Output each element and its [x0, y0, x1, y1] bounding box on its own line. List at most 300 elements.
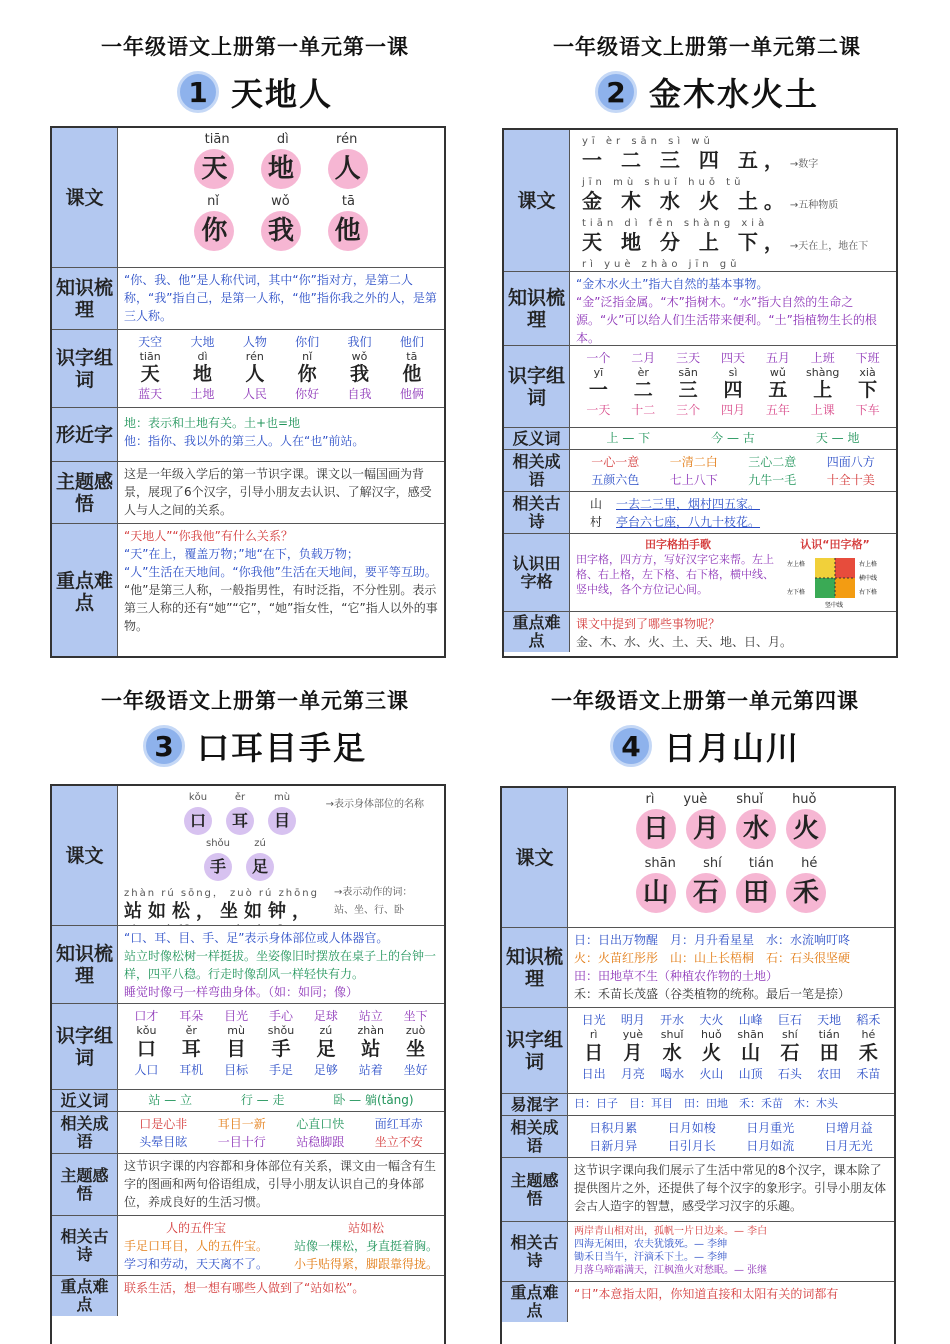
text-p4-sz_ch-3: 火 [701, 1042, 721, 1064]
text-p2-gushi-1: 亭台六七座，八九十枝花。 [616, 515, 761, 529]
word: 天空 [138, 335, 163, 349]
container [124, 333, 438, 351]
text-p4-kw_ch1-0: 日 [636, 809, 676, 849]
text-p3-sz_bot-3: 手足 [268, 1063, 293, 1077]
py: wǒ [351, 350, 368, 363]
zhongdian-content [118, 524, 444, 658]
row-gushi [504, 492, 896, 534]
text-p2-sz_top-0: 一个 [586, 351, 611, 365]
lesson-1-panel [50, 32, 460, 633]
text-p2-sz_ch-2: 三 [678, 379, 698, 401]
label-chengyu: 相关成语 [52, 1112, 118, 1153]
text-p4-zhishi-3: 禾：禾苗长茂盛（谷类植物的统称。最后一笔是捺） [574, 987, 851, 1001]
text-p4-kw_ch2-2: 田 [736, 873, 776, 913]
text-p2-gushi_l-1: 村 [589, 515, 602, 529]
tzg-label: 左上格 [787, 561, 806, 568]
text-p2-rs: 田字格，四方方，写好汉字它来帮。左上格、右上格，左下格、右下格，横中线、竖中线，各个方位记心间。 [576, 553, 774, 596]
text-p2-chengyu-7: 十全十美 [826, 473, 875, 487]
text-p4-sz_top-1: 明月 [620, 1013, 645, 1027]
tzg-cell-br [835, 578, 855, 598]
container [204, 835, 232, 881]
text-p4-chengyu-3: 日增月益 [824, 1121, 873, 1135]
text-p2-chengyu-6: 九牛一毛 [748, 473, 797, 487]
container [268, 789, 296, 835]
text-p4-sz_bot-2: 喝水 [660, 1067, 685, 1081]
text-p4-chengyu-7: 日月无光 [824, 1139, 873, 1153]
gushi-content [118, 1216, 444, 1275]
text-p2-sz_top-1: 二月 [631, 351, 656, 365]
text-p2-sz_bot-1: 十二 [631, 403, 656, 417]
text-p3-sz_py-0: kǒu [136, 1024, 157, 1037]
char: 人 [245, 363, 265, 385]
row-kewen [502, 788, 894, 928]
text-p4-sz_top-7: 稻禾 [856, 1013, 881, 1027]
label-renshi: 认识田字格 [504, 534, 570, 611]
zhuti-text: 这节识字课的内容都和身体部位有关系，课文由一幅含有生字的图画和两句俗语组成，引导小朋友认识自己的身体部位，养成良好的生活习惯。 [124, 1159, 437, 1209]
label-shizi: 识字组词 [504, 346, 570, 427]
label-gushi: 相关古诗 [504, 492, 570, 533]
text-p2-chengyu-2: 三心二意 [748, 455, 797, 469]
text-p2-sz_py-5: shàng [806, 366, 840, 379]
text-p2-sz_ch-3: 四 [723, 379, 743, 401]
container [246, 835, 274, 881]
row-jinyi [52, 1090, 444, 1112]
lesson-3-super-title: 一年级语文上册第一单元第三课 [101, 689, 409, 713]
text-p3-zhishi-2: 睡觉时像弓一样弯曲身体。（如：如同；像） [124, 985, 359, 999]
text-p2-sz_bot-0: 一天 [586, 403, 611, 417]
chengyu-content [118, 1112, 444, 1153]
container [124, 1037, 438, 1061]
text-p3-kw_a-0: 口 [184, 807, 212, 835]
text-p2-sz_bot-5: 上课 [810, 403, 835, 417]
py: rén [245, 350, 264, 363]
char: 他 [328, 211, 368, 251]
text-p3-sz_top-3: 手心 [268, 1009, 293, 1023]
char: 他 [402, 363, 422, 385]
row-renshi [504, 534, 896, 612]
text-p2-chengyu-4: 五颜六色 [591, 473, 640, 487]
text-p2-kw_lines-2-note: →天在上，地在下 [789, 241, 869, 252]
label-zhongdian: 重点难点 [52, 524, 118, 658]
text-p3-sz_bot-5: 站着 [358, 1063, 383, 1077]
row-zhongdian [504, 612, 896, 652]
text-p4-sz_py-4: shān [737, 1028, 764, 1041]
text-p3-sz_bot-1: 耳机 [179, 1063, 204, 1077]
text-p4-sz_ch-6: 田 [819, 1042, 839, 1064]
text-p2-gushi-0: 一去二三里，烟村四五家。 [616, 497, 761, 511]
zhishi-line: “金”泛指金属。“木”指树木。“水”指大自然的生命之源。“火”可以给人们生活带来便利。“土”指植物生长的根本。 [576, 295, 877, 345]
container [631, 809, 831, 849]
lesson-4-panel [500, 686, 910, 1320]
yihun-content: 日：日子 目：耳目 田：田地 禾：禾苗 木：木头 [574, 1097, 838, 1110]
text-p3-sz_top-6: 坐下 [403, 1009, 428, 1023]
text-p4-kw_py1-0: rì [645, 792, 655, 807]
text-p3-sz_ch-2: 目 [226, 1038, 246, 1060]
text-p4-gushi-1: 四海无闲田，农夫犹饿死。— 李绅 [574, 1239, 728, 1250]
text-p2-sz_bot-4: 五年 [765, 403, 790, 417]
container [780, 537, 890, 608]
chengyu-content [568, 1116, 894, 1157]
text-p4-gushi-3: 月落乌啼霜满天，江枫渔火对愁眠。— 张继 [574, 1265, 768, 1276]
text-p2-kw_lines-1-py: jīn mù shuǐ huǒ tǔ [582, 177, 745, 188]
lesson-4-title-text: 日月山川 [663, 729, 800, 767]
lesson-4-number: 4 [610, 725, 652, 767]
row-kewen [52, 786, 444, 926]
text-p2-sz_top-6: 下班 [855, 351, 880, 365]
text-p4-sz_bot-7: 禾苗 [856, 1067, 881, 1081]
word: 人物 [242, 335, 267, 349]
text-p2-sz_bot-3: 四月 [720, 403, 745, 417]
row-zhuti [52, 1154, 444, 1216]
text-p4-sz_top-5: 巨石 [777, 1013, 802, 1027]
container [124, 1219, 268, 1272]
lesson-4-table [500, 786, 896, 1344]
text-p3-jinyi-0: 站 — 立 [148, 1093, 193, 1107]
row-zhishi [52, 926, 444, 1004]
row-shizi [52, 1004, 444, 1090]
text-p2-rs_title1: 田字格拍手歌 [645, 538, 711, 551]
text-p3-sz_ch-4: 足 [316, 1038, 336, 1060]
row-shizi [502, 1008, 894, 1094]
container [124, 363, 438, 385]
text-p3-sz_py-2: mù [227, 1024, 245, 1037]
text-p3-kw_b-1-py [124, 921, 438, 925]
text-p3-kw_note2: →表示动作的词：站、坐、行、卧 [334, 887, 413, 916]
text-p2-kw_lines-3-py: rì yuè zhào jīn gǔ [582, 259, 741, 270]
py: tā [406, 350, 418, 363]
container [181, 211, 381, 251]
tzg-label: 右下格 [859, 589, 878, 596]
text-p3-chengyu-7: 坐立不安 [374, 1135, 423, 1149]
text-p2-zd-0: 课文中提到了哪些事物呢？ [576, 617, 721, 631]
container [576, 379, 890, 401]
lesson-3-panel [50, 686, 460, 1314]
label-chengyu: 相关成语 [504, 450, 570, 491]
label-gushi: 相关古诗 [502, 1222, 568, 1281]
zhongdian-text: 联系生活，想一想有哪些人做到了“站如松”。 [124, 1281, 365, 1295]
text-p4-kw_ch2-1: 石 [686, 873, 726, 913]
char: 人 [328, 149, 368, 189]
zhuti-text: 这是一年级入学后的第一节识字课。课文以一幅国画为背景，展现了6个汉字，引导小朋友去认识、了解汉字，感受人与人之间的关系。 [124, 467, 432, 517]
zhuti-text: 这节识字课向我们展示了生活中常见的8个汉字，课本除了提供图片之外，还提供了每个汉字的象形字。引导小朋友体会古人造字的智慧，感受学习汉字的乐趣。 [574, 1163, 887, 1213]
text-p3-sz_bot-0: 人口 [134, 1063, 159, 1077]
text-p3-kw_b-0-py: zhàn rú sōng， zuò rú zhōng [124, 888, 319, 899]
text-p2-sz_ch-1: 二 [633, 379, 653, 401]
lesson-3-title-text: 口耳目手足 [196, 729, 367, 767]
label-zhuti: 主题感悟 [52, 1154, 118, 1215]
text-p2-sz_top-3: 四天 [720, 351, 745, 365]
text-p3-gs2-1: 小手贴得紧，脚跟靠得拢。 [293, 1257, 438, 1271]
lesson-2-super-title: 一年级语文上册第一单元第二课 [553, 35, 861, 59]
text-p4-sz_bot-1: 月亮 [620, 1067, 645, 1081]
text-p3-kw_a_py-3: shǒu [205, 838, 230, 849]
text-p4-sz_top-0: 日光 [581, 1013, 606, 1027]
lesson-4-title [500, 716, 910, 776]
row-fanyi [504, 428, 896, 450]
row-chengyu [52, 1112, 444, 1154]
char: 地 [192, 363, 212, 385]
container [576, 401, 890, 419]
text-p2-fanyi-1: 今 — 古 [711, 431, 755, 445]
container [631, 855, 831, 873]
container [574, 1029, 888, 1041]
label-yihun: 易混字 [502, 1094, 568, 1115]
row-zhuti [52, 462, 444, 524]
tianzige-diagram [785, 552, 885, 608]
text-p4-chengyu-6: 日月如流 [746, 1139, 795, 1153]
text-p4-sz_py-6: tián [818, 1028, 840, 1041]
text-p2-sz_py-3: sì [728, 366, 738, 379]
text-p2-kw_lines-2-py: tiān dì fēn shàng xià [582, 218, 769, 229]
text-p2-sz_ch-4: 五 [768, 379, 788, 401]
row-zhishi [502, 928, 894, 1008]
text-p3-sz_ch-3: 手 [271, 1038, 291, 1060]
row-gushi [52, 1216, 444, 1276]
label-zhishi: 知识梳理 [504, 272, 570, 345]
container [294, 1219, 438, 1272]
text-p4-zhishi-2: 田：田地草不生（种植农作物的土地） [574, 969, 779, 983]
word: 自我 [347, 387, 372, 401]
jinyi-content [118, 1090, 444, 1111]
text-p4-sz_ch-0: 日 [584, 1042, 604, 1064]
kewen-line [582, 174, 890, 215]
xingjin-line: 地：表示和土地有关。土+也=地 [124, 416, 301, 430]
label-zhishi: 知识梳理 [502, 928, 568, 1007]
text-p2-chengyu-3: 四面八方 [826, 455, 875, 469]
word: 你们 [295, 335, 320, 349]
label-kewen: 课文 [502, 788, 568, 927]
container [616, 495, 760, 530]
text-p3-gs_t2: 站如松 [347, 1221, 384, 1235]
text-p4-chengyu-4: 日新月异 [589, 1139, 638, 1153]
char: 我 [261, 211, 301, 251]
label-zhuti: 主题感悟 [52, 462, 118, 523]
label-zhongdian: 重点难点 [502, 1282, 568, 1322]
text-p4-sz_bot-3: 火山 [699, 1067, 724, 1081]
text-p4-kw_py1-3: huǒ [792, 792, 817, 807]
gushi-content [568, 1222, 894, 1281]
text-p4-sz_py-1: yuè [622, 1028, 643, 1041]
container [631, 791, 831, 809]
word: 你好 [295, 387, 320, 401]
text-p3-kw_a_py-1: ěr [234, 792, 246, 803]
text-p4-sz_bot-5: 石头 [777, 1067, 802, 1081]
py: dì [197, 350, 208, 363]
container [181, 149, 381, 189]
kewen-content [118, 128, 444, 267]
text-p4-sz_top-6: 天地 [817, 1013, 842, 1027]
py: nǐ [207, 194, 219, 209]
xingjin-content [118, 408, 444, 461]
container [181, 193, 381, 211]
kewen-line [582, 256, 890, 271]
text-p3-sz_py-5: zhàn [357, 1024, 384, 1037]
text-p2-chengyu-5: 七上八下 [669, 473, 718, 487]
text-p4-kw_ch1-1: 月 [686, 809, 726, 849]
chengyu-content [570, 450, 896, 491]
text-p3-jinyi-2: 卧 — 躺(tǎng) [333, 1093, 414, 1107]
zhishi-line: “金木水火土”指大自然的基本事物。 [576, 277, 769, 291]
text-p3-sz_top-2: 目光 [224, 1009, 249, 1023]
text-p3-sz_top-0: 口才 [134, 1009, 159, 1023]
zhishi-content [570, 272, 896, 345]
row-yihun [502, 1094, 894, 1116]
text-p4-sz_ch-4: 山 [741, 1042, 761, 1064]
lesson-1-table [50, 126, 446, 658]
fanyi-content [570, 428, 896, 449]
text-p3-sz_bot-2: 目标 [224, 1063, 249, 1077]
label-gushi: 相关古诗 [52, 1216, 118, 1275]
text-p4-chengyu-0: 日积月累 [589, 1121, 638, 1135]
text-p2-sz_ch-0: 一 [588, 379, 608, 401]
text-p4-sz_py-7: hé [861, 1028, 876, 1041]
text-p4-sz_top-4: 山峰 [738, 1013, 763, 1027]
label-shizi: 识字组词 [52, 330, 118, 407]
shizi-content [118, 330, 444, 407]
container [226, 789, 254, 835]
text-p3-sz_top-4: 足球 [313, 1009, 338, 1023]
text-p2-sz_top-4: 五月 [765, 351, 790, 365]
text-p3-kw_a-1: 耳 [226, 807, 254, 835]
tzg-label: 右上格 [859, 561, 878, 568]
zd-line: “他”是第三人称，一般指男性，有时泛指，不分性别。表示第三人称的还有“她”“它”，“她”指女性，“它”指人以外的事物。 [124, 583, 438, 633]
text-p4-sz_py-2: shuǐ [660, 1028, 684, 1041]
text-p4-chengyu-2: 日月重光 [746, 1121, 795, 1135]
container [124, 1007, 438, 1025]
text-p3-chengyu-1: 耳目一新 [217, 1117, 266, 1131]
word: 我们 [347, 335, 372, 349]
row-zhuti [502, 1158, 894, 1222]
row-xingjin [52, 408, 444, 462]
renshi-content [570, 534, 896, 611]
lesson-2-title-text: 金木水火土 [648, 75, 819, 113]
text-p2-sz_ch-6: 下 [858, 379, 878, 401]
text-p3-sz_ch-6: 坐 [406, 1038, 426, 1060]
text-p2-kw_lines-0-ch: 一 二 三 四 五， [582, 148, 790, 172]
text-p4-sz_py-0: rì [589, 1028, 598, 1041]
text-p2-sz_bot-6: 下车 [855, 403, 880, 417]
row-zhishi [52, 268, 444, 330]
text-p3-kw_a-2: 目 [268, 807, 296, 835]
text-p3-sz_py-3: shǒu [267, 1024, 295, 1037]
py: nǐ [302, 350, 313, 363]
text-p4-chengyu-5: 日引月长 [667, 1139, 716, 1153]
zd-line: “天”在上，覆盖万物；”地“在下，负载万物； [124, 547, 359, 561]
word: 他俩 [399, 387, 424, 401]
char: 你 [194, 211, 234, 251]
word: 土地 [190, 387, 215, 401]
text-p2-sz_py-0: yī [593, 366, 604, 379]
row-chengyu [502, 1116, 894, 1158]
lesson-1-title [50, 62, 460, 122]
text-p3-sz_py-1: ěr [185, 1024, 197, 1037]
text-p4-sz_ch-5: 石 [780, 1042, 800, 1064]
text-p2-kw_lines-2-ch: 天 地 分 上 下， [582, 230, 790, 254]
label-zhongdian: 重点难点 [504, 612, 570, 652]
tzg-label: 横中线 [859, 575, 878, 582]
py: tā [341, 194, 355, 209]
text-p3-kw_a-4: 足 [246, 853, 274, 881]
text-p4-kw_py2-1: shí [703, 856, 722, 871]
label-kewen: 课文 [52, 786, 118, 925]
zhishi-content [118, 926, 444, 1003]
row-kewen [504, 130, 896, 272]
kewen-content [118, 786, 444, 925]
zd-line: “天地人”“你我他”有什么关系？ [124, 529, 293, 543]
label-zhishi: 知识梳理 [52, 926, 118, 1003]
text-p3-chengyu-6: 站稳脚跟 [296, 1135, 345, 1149]
label-fanyi: 反义词 [504, 428, 570, 449]
row-gushi [502, 1222, 894, 1282]
container [574, 1065, 888, 1083]
text-p3-sz_top-5: 站立 [358, 1009, 383, 1023]
text-p4-sz_py-3: huǒ [701, 1028, 722, 1041]
py: wǒ [271, 194, 290, 209]
text-p4-kw_ch1-2: 水 [736, 809, 776, 849]
text-p3-sz_top-1: 耳朵 [179, 1009, 204, 1023]
text-p4-gushi-2: 锄禾日当午，汗滴禾下土。— 李绅 [574, 1252, 728, 1263]
text-p3-kw_note1: →表示身体部位的名称 [325, 799, 424, 810]
container [631, 873, 831, 913]
row-zhongdian [502, 1282, 894, 1322]
text-p4-kw_py2-2: tián [748, 856, 774, 871]
tzg-label: 竖中线 [825, 602, 844, 608]
shizi-content [570, 346, 896, 427]
zhongdian-text: “日”本意指太阳，你知道直接和太阳有关的词都有 [574, 1287, 839, 1301]
text-p3-chengyu-4: 头晕目眩 [139, 1135, 188, 1149]
text-p4-sz_ch-7: 禾 [858, 1042, 878, 1064]
text-p3-sz_bot-6: 坐好 [403, 1063, 428, 1077]
tzg-cell-tl [815, 558, 835, 578]
lesson-2-table [502, 128, 898, 658]
container [184, 789, 212, 835]
text-p3-jinyi-1: 行 — 走 [240, 1093, 285, 1107]
container [124, 385, 438, 403]
kewen-content [570, 130, 896, 271]
text-p4-zhishi-0: 日：日出万物醒 月：月升看星星 水：水流响叮咚 [574, 933, 851, 947]
row-chengyu [504, 450, 896, 492]
lesson-1-number: 1 [177, 71, 219, 113]
container [124, 351, 438, 363]
lesson-4-super-title: 一年级语文上册第一单元第四课 [551, 689, 859, 713]
text-p2-sz_py-2: sān [678, 366, 698, 379]
text-p3-gs_t1: 人的五件宝 [166, 1221, 227, 1235]
text-p2-sz_py-6: xià [859, 366, 876, 379]
word: 他们 [399, 335, 424, 349]
char: 天 [140, 363, 160, 385]
container [574, 1011, 888, 1029]
text-p3-sz_ch-5: 站 [361, 1038, 381, 1060]
label-shizi: 识字组词 [502, 1008, 568, 1093]
lesson-1-super-title: 一年级语文上册第一单元第一课 [101, 35, 409, 59]
text-p2-sz_ch-5: 上 [813, 379, 833, 401]
row-shizi [504, 346, 896, 428]
lesson-3-title [50, 716, 460, 776]
lesson-3-number: 3 [143, 725, 185, 767]
word: 蓝天 [138, 387, 163, 401]
label-chengyu: 相关成语 [502, 1116, 568, 1157]
label-kewen: 课文 [504, 130, 570, 271]
lesson-2-panel [502, 32, 912, 650]
text-p4-sz_bot-0: 日出 [581, 1067, 606, 1081]
container [576, 367, 890, 379]
gushi-content [570, 492, 896, 533]
text-p4-kw_py1-1: yuè [683, 792, 708, 807]
tzg-label: 左下格 [787, 589, 806, 596]
text-p2-kw_lines-1-ch: 金 木 水 火 土。 [582, 189, 790, 213]
text-p3-sz_ch-1: 耳 [181, 1038, 201, 1060]
text-p2-kw_lines-0-note: →数字 [789, 159, 819, 170]
